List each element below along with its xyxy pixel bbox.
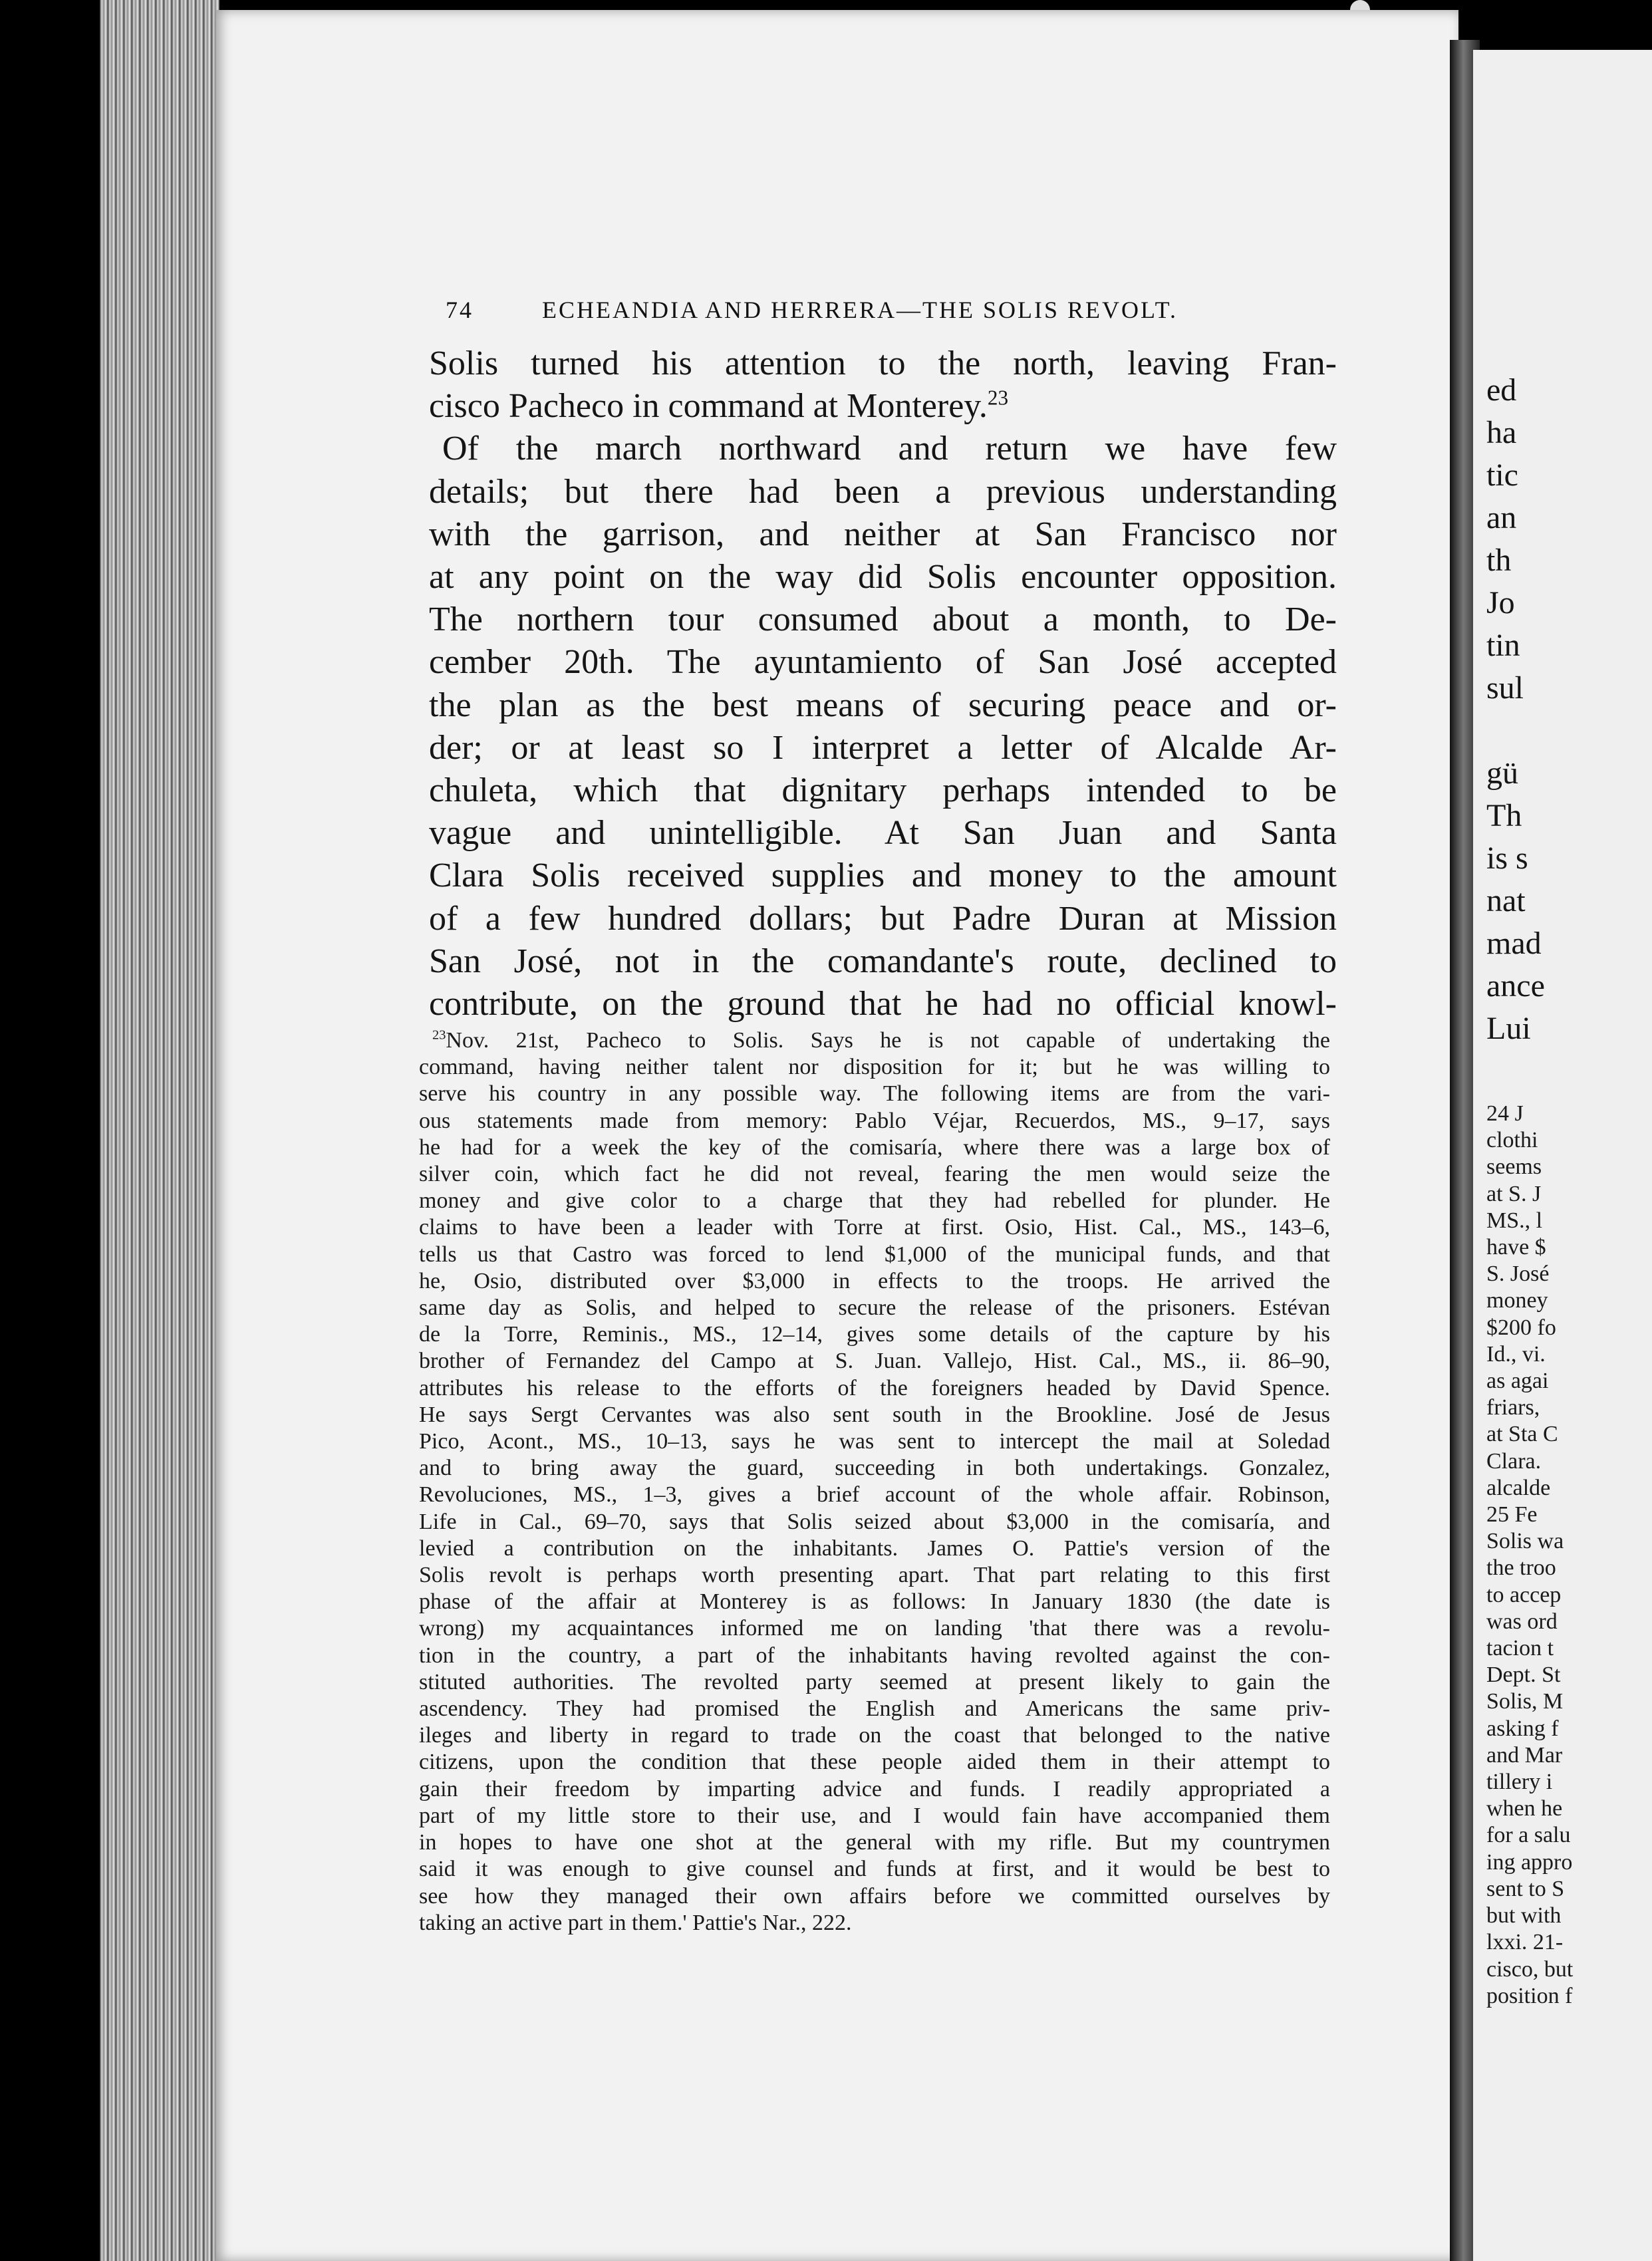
right-body-fragment: ance (1486, 968, 1545, 1003)
right-footnote-fragment: 24 J (1486, 1101, 1524, 1126)
right-footnote-fragment: lxxi. 21- (1486, 1930, 1564, 1955)
right-footnote-fragment: position f (1486, 1983, 1573, 2008)
footnote-line: Revoluciones, MS., 1–3, gives a brief account of the whole affair. Robinson, (419, 1482, 1330, 1508)
footnote-line: Solis revolt is perhaps worth presenting apart. That part relating to this first (419, 1563, 1330, 1588)
footnote-line: same day as Solis, and helped to secure the release of the prisoners. Estévan (419, 1295, 1330, 1321)
right-footnote-fragment: $200 fo (1486, 1315, 1556, 1340)
right-footnote-fragment: the troo (1486, 1555, 1556, 1581)
body-line: with the garrison, and neither at San Francisco nor (429, 515, 1337, 553)
footnote-line: phase of the affair at Monterey is as follows: In January 1830 (the date is (419, 1589, 1330, 1615)
footnote-line: in hopes to have one shot at the general with my rifle. But my countrymen (419, 1830, 1330, 1855)
body-text (429, 342, 1337, 1025)
body-line: vague and unintelligible. At San Juan and Santa (429, 814, 1337, 853)
page-number: 74 (446, 297, 474, 323)
right-footnote-fragment: asking f (1486, 1716, 1559, 1741)
body-line: San José, not in the comandante's route, declined to (429, 942, 1337, 980)
right-body-fragment: Th (1486, 798, 1522, 833)
body-line: the plan as the best means of securing peace and or- (429, 686, 1337, 724)
right-body-fragment: ha (1486, 415, 1517, 450)
right-footnote-fragment: tillery i (1486, 1770, 1553, 1795)
body-line: Of the march northward and return we have few (442, 430, 1337, 468)
footnote-line: he had for a week the key of the comisaría, where there was a large box of (419, 1134, 1330, 1160)
right-body-fragment: nat (1486, 883, 1526, 918)
footnote-line: taking an active part in them.' Pattie's Nar., 222. (419, 1910, 852, 1935)
right-body-fragment: mad (1486, 926, 1542, 961)
right-body-fragment: tin (1486, 628, 1520, 663)
right-footnote-fragment: and Mar (1486, 1742, 1563, 1768)
footnote-line-text: Nov. 21st, Pacheco to Solis. Says he is not capable of undertaking the (446, 1028, 1330, 1053)
right-footnote-fragment: 25 Fe (1486, 1502, 1538, 1528)
body-line: der; or at least so I interpret a letter of Alcalde Ar- (429, 728, 1337, 767)
right-footnote-fragment: at Sta C (1486, 1422, 1558, 1447)
footnote-line: said it was enough to give counsel and funds at first, and it would be best to (419, 1857, 1330, 1882)
footnote-line: ous statements made from memory: Pablo Véjar, Recuerdos, MS., 9–17, says (419, 1108, 1330, 1133)
right-footnote-fragment: Id., vi. (1486, 1341, 1546, 1367)
footnote-line: tells us that Castro was forced to lend $1,000 of the municipal funds, and that (419, 1242, 1330, 1267)
right-body-fragment: ed (1486, 372, 1517, 408)
body-line: The northern tour consumed about a month, to De- (429, 600, 1337, 639)
right-body-fragment: an (1486, 500, 1517, 535)
right-footnote-fragment: for a salu (1486, 1823, 1571, 1848)
right-footnote-fragment: but with (1486, 1903, 1562, 1928)
body-line: cember 20th. The ayuntamiento of San José accepted (429, 643, 1337, 682)
footnote-line: attributes his release to the efforts of the foreigners headed by David Spence. (419, 1375, 1330, 1400)
right-footnote-fragment: Clara. (1486, 1448, 1542, 1474)
footnote-line: de la Torre, Reminis., MS., 12–14, gives some details of the capture by his (419, 1322, 1330, 1347)
right-footnote-fragment: as agai (1486, 1369, 1549, 1394)
right-footnote-fragment: ing appro (1486, 1849, 1573, 1875)
page-edges (100, 0, 219, 2261)
footnote-line: and to bring away the guard, succeeding in both undertakings. Gonzalez, (419, 1456, 1330, 1481)
footnote-line: Life in Cal., 69–70, says that Solis seized about $3,000 in the comisaría, and (419, 1509, 1330, 1534)
body-line: details; but there had been a previous understanding (429, 472, 1337, 511)
right-footnote-fragment: MS., l (1486, 1208, 1543, 1233)
footnote-line: stituted authorities. The revolted party seemed at present likely to gain the (419, 1669, 1330, 1694)
footnote-line: see how they managed their own affairs before we committed ourselves by (419, 1883, 1330, 1909)
right-footnote-fragment: Dept. St (1486, 1662, 1561, 1688)
footnote-ref: 23 (987, 386, 1009, 410)
right-footnote-fragment: was ord (1486, 1609, 1558, 1634)
right-body-fragment: is s (1486, 841, 1528, 876)
footnote-line: ileges and liberty in regard to trade on the coast that belonged to the native (419, 1723, 1330, 1748)
right-page (1473, 50, 1652, 2261)
footnote-line (419, 1027, 1330, 1054)
footnote-line: wrong) my acquaintances informed me on landing 'that there was a revolu- (419, 1616, 1330, 1641)
right-body-fragment: Jo (1486, 585, 1515, 620)
footnote-block (419, 1027, 1330, 1936)
right-footnote-fragment: S. José (1486, 1262, 1550, 1287)
right-footnote-fragment: Solis wa (1486, 1529, 1564, 1554)
right-body-fragment: gü (1486, 755, 1518, 791)
footnote-line: Pico, Acont., MS., 10–13, says he was sent to intercept the mail at Soledad (419, 1429, 1330, 1454)
footnote-line: brother of Fernandez del Campo at S. Juan. Vallejo, Hist. Cal., MS., ii. 86–90, (419, 1349, 1330, 1374)
body-line: at any point on the way did Solis encounter opposition. (429, 558, 1337, 597)
footnote-line: money and give color to a charge that they had rebelled for plunder. He (419, 1188, 1330, 1214)
right-footnote-fragment: sent to S (1486, 1876, 1565, 1901)
right-footnote-fragment: friars, (1486, 1395, 1540, 1420)
body-line (429, 385, 1337, 428)
right-footnote-fragment: money (1486, 1288, 1548, 1313)
right-footnote-fragment: clothi (1486, 1128, 1538, 1153)
right-body-fragment: tic (1486, 458, 1518, 493)
footnote-line: he, Osio, distributed over $3,000 in effects to the troops. He arrived the (419, 1268, 1330, 1293)
right-footnote-fragment: at S. J (1486, 1181, 1542, 1206)
footnote-line: tion in the country, a part of the inhabitants having revolted against the con- (419, 1643, 1330, 1668)
body-line: Solis turned his attention to the north, leaving Fran- (429, 344, 1337, 382)
right-body-fragment (1486, 710, 1652, 752)
footnote-line: levied a contribution on the inhabitants. James O. Pattie's version of the (419, 1535, 1330, 1561)
right-page-footnotes (1486, 1101, 1652, 2010)
body-line-text: cisco Pacheco in command at Monterey. (429, 387, 988, 426)
footnote-line: citizens, upon the condition that these people aided them in their attempt to (419, 1750, 1330, 1775)
footnote-line: part of my little store to their use, and I would fain have accompanied them (419, 1803, 1330, 1828)
right-footnote-fragment: alcalde (1486, 1475, 1551, 1500)
running-title: ECHEANDIA AND HERRERA—THE SOLIS REVOLT. (542, 297, 1178, 323)
footnote-line: He says Sergt Cervantes was also sent south in the Brookline. José de Jesus (419, 1402, 1330, 1427)
right-body-fragment: Lui (1486, 1011, 1531, 1046)
right-body-fragment: sul (1486, 670, 1524, 706)
right-footnote-fragment: have $ (1486, 1235, 1546, 1260)
right-footnote-fragment: to accep (1486, 1582, 1562, 1607)
right-footnote-fragment: cisco, but (1486, 1956, 1574, 1982)
body-line: chuleta, which that dignitary perhaps intended to be (429, 771, 1337, 810)
right-footnote-fragment: Solis, M (1486, 1689, 1564, 1714)
right-body-fragment: th (1486, 543, 1512, 578)
footnote-line: ascendency. They had promised the English and Americans the same priv- (419, 1696, 1330, 1722)
footnote-marker: 23 (432, 1027, 446, 1043)
right-page-body (1486, 369, 1652, 1050)
footnote-line: silver coin, which fact he did not reveal, fearing the men would seize the (419, 1162, 1330, 1187)
footnote-line: claims to have been a leader with Torre at first. Osio, Hist. Cal., MS., 143–6, (419, 1215, 1330, 1240)
right-footnote-fragment: seems (1486, 1154, 1542, 1180)
right-footnote-fragment: tacion t (1486, 1636, 1554, 1661)
footnote-line: command, having neither talent nor disposition for it; but he was willing to (419, 1055, 1330, 1080)
right-footnote-fragment: when he (1486, 1796, 1563, 1821)
body-line: of a few hundred dollars; but Padre Duran at Mission (429, 899, 1337, 938)
footnote-line: gain their freedom by imparting advice and funds. I readily appropriated a (419, 1776, 1330, 1801)
body-line: Clara Solis received supplies and money to the amount (429, 857, 1337, 895)
footnote-line: serve his country in any possible way. The following items are from the vari- (419, 1081, 1330, 1107)
body-line: contribute, on the ground that he had no official knowl- (429, 985, 1337, 1023)
